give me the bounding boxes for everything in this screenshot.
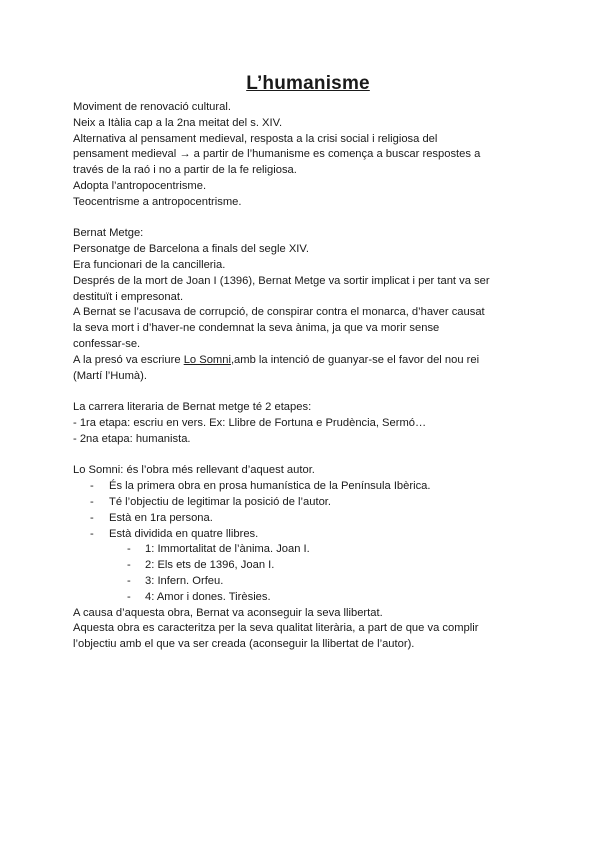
etapa-line: - 2na etapa: humanista. xyxy=(73,432,191,445)
dash-bullet: - xyxy=(90,511,94,524)
document-page xyxy=(73,73,543,653)
somni-list xyxy=(73,479,543,542)
intro-line: Teocentrisme a antropocentrisme. xyxy=(73,195,242,208)
dash-bullet: - xyxy=(127,590,131,603)
metge-line: la seva mort i d’haver-ne condemnat la seva ànima, ja que va morir sense xyxy=(73,322,440,335)
metge-line: Era funcionari de la cancilleria. xyxy=(73,258,226,271)
spacer xyxy=(73,384,543,400)
list-item-text: Està en 1ra persona. xyxy=(109,511,213,524)
metge-line: Després de la mort de Joan I (1396), Bernat Metge va sortir implicat i per tant va ser xyxy=(73,274,490,287)
book-item xyxy=(73,542,543,558)
dash-bullet: - xyxy=(127,559,131,572)
preso-text-before: A la presó va escriure xyxy=(73,353,184,366)
section-heading: Bernat Metge: xyxy=(73,227,144,240)
intro-line: pensament medieval → a partir de l’humanisme es comença a buscar respostes a xyxy=(73,148,481,161)
metge-line: destituït i empresonat. xyxy=(73,290,184,303)
intro-line: través de la raó i no a partir de la fe religiosa. xyxy=(73,164,297,177)
preso-text-after: ,amb la intenció de guanyar-se el favor del nou rei xyxy=(230,353,480,366)
intro-line: Neix a Itàlia cap a la 2na meitat del s. XIV. xyxy=(73,116,283,129)
section-heading: Lo Somni: és l’obra més rellevant d’aquest autor. xyxy=(73,464,315,477)
dash-bullet: - xyxy=(127,543,131,556)
metge-line: Personatge de Barcelona a finals del segle XIV. xyxy=(73,243,309,256)
lo-somni-section xyxy=(73,463,543,653)
list-item xyxy=(73,527,543,543)
closing-line: Aquesta obra es caracteritza per la seva qualitat literària, a part de que va complir xyxy=(73,622,479,635)
spacer xyxy=(73,448,543,464)
list-item-text: És la primera obra en prosa humanística de la Península Ibèrica. xyxy=(109,480,431,493)
dash-bullet: - xyxy=(127,574,131,587)
lo-somni-link: Lo Somni xyxy=(183,353,231,366)
intro-line: Adopta l’antropocentrisme. xyxy=(73,179,207,192)
book-item xyxy=(73,590,543,606)
list-item xyxy=(73,511,543,527)
closing-line: A causa d’aquesta obra, Bernat va aconseguir la seva llibertat. xyxy=(73,606,383,619)
preso-line xyxy=(73,353,543,369)
metge-line: (Martí l’Humà). xyxy=(73,369,147,382)
dash-bullet: - xyxy=(90,527,94,540)
list-item xyxy=(73,495,543,511)
book-item-text: 1: Immortalitat de l’ànima. Joan I. xyxy=(145,543,310,556)
etapa-line: - 1ra etapa: escriu en vers. Ex: Llibre de Fortuna e Prudència, Sermó… xyxy=(73,416,427,429)
spacer xyxy=(73,211,543,227)
intro-line: Moviment de renovació cultural. xyxy=(73,101,231,113)
book-item xyxy=(73,574,543,590)
book-item xyxy=(73,558,543,574)
bernat-metge-section xyxy=(73,226,543,384)
book-item-text: 3: Infern. Orfeu. xyxy=(145,574,224,587)
book-item-text: 2: Els ets de 1396, Joan I. xyxy=(145,559,275,572)
book-item-text: 4: Amor i dones. Tirèsies. xyxy=(145,590,271,603)
carrera-section xyxy=(73,400,543,447)
metge-line: confessar-se. xyxy=(73,337,141,350)
intro-line: Alternativa al pensament medieval, resposta a la crisi social i religiosa del xyxy=(73,132,438,145)
intro-section xyxy=(73,100,543,211)
list-item-text: Té l’objectiu de legitimar la posició de l’autor. xyxy=(109,495,332,508)
list-item xyxy=(73,479,543,495)
books-list xyxy=(73,542,543,605)
section-heading: La carrera literaria de Bernat metge té 2 etapes: xyxy=(73,401,312,414)
metge-line: A Bernat se l’acusava de corrupció, de conspirar contra el monarca, d’haver causat xyxy=(73,306,485,319)
list-item-text: Està dividida en quatre llibres. xyxy=(109,527,259,540)
dash-bullet: - xyxy=(90,480,94,493)
document-title: L’humanisme xyxy=(246,73,370,94)
closing-line: l’objectiu amb el que va ser creada (aconseguir la llibertat de l’autor). xyxy=(73,638,415,651)
dash-bullet: - xyxy=(90,495,94,508)
